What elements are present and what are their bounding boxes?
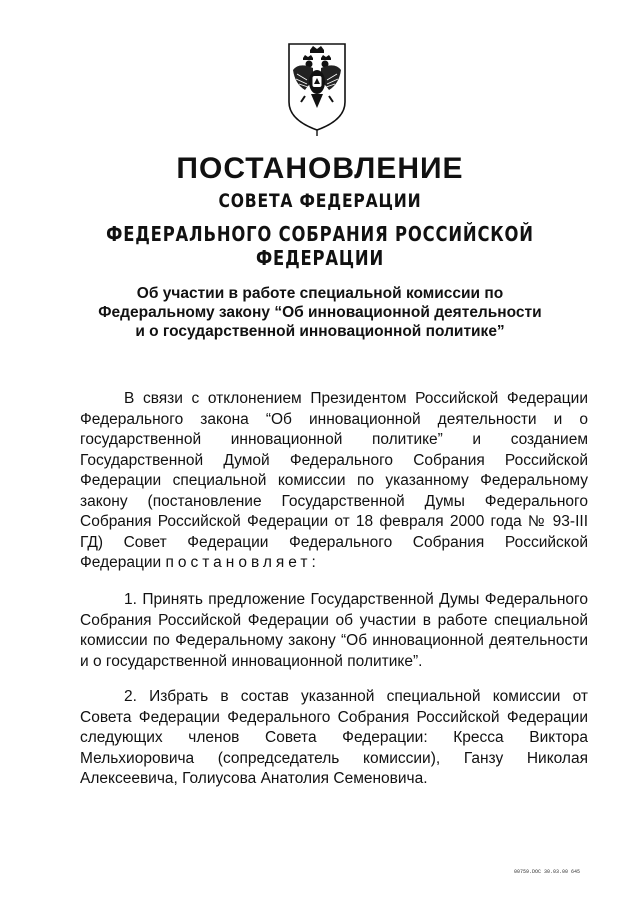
item-2-text: 2. Избрать в состав указанной специальной комиссии от Совета Федерации Федерального Собрания Российской Федерации следующих членов Совета Федерации: Кресса Виктора Мельхиоровича (сопредседатель комиссии), Ганзу Николая Алексеевича, Голиусова Анатолия Семеновича. [80,688,588,787]
issuer-line-1: СОВЕТА ФЕДЕРАЦИИ [218,190,422,212]
preamble-paragraph [80,389,588,574]
coat-of-arms-emblem [283,40,351,136]
resolution-subject [80,284,560,341]
issuer-line-2: ФЕДЕРАЛЬНОГО СОБРАНИЯ РОССИЙСКОЙ ФЕДЕРАЦИИ [106,222,534,270]
subject-line: и о государственной инновационной политике” [135,323,505,340]
subject-line: Федеральному закону “Об инновационной деятельности [98,304,542,321]
item-1-text: 1. Принять предложение Государственной Думы Федерального Собрания Российской Федерации об участии в работе специальной комиссии по Федеральному закону “Об инновационной деятельности и о государственной инновационной политике”. [80,591,588,670]
resolution-item-1 [80,590,588,672]
file-code-footer: 00759.DOC 30.03.00 645 [514,869,581,875]
preamble-text: В связи с отклонением Президентом Российской Федерации Федерального закона “Об инновационной деятельности и о государственной инновационной политике” и созданием Государственной Думой Федерального Собрания Российской Федерации специальной комиссии по указанному Федеральному закону (постановление Государственной Думы Федерального Собрания Российской Федерации от 18 февраля 2000 года № 93-III ГД) Совет Федерации Федерального Собрания Российской Федерации [80,390,588,571]
preamble-verb: постановляет: [165,554,320,571]
subject-line: Об участии в работе специальной комиссии по [136,285,504,302]
document-title: ПОСТАНОВЛЕНИЕ [176,152,464,185]
resolution-item-2 [80,687,588,790]
